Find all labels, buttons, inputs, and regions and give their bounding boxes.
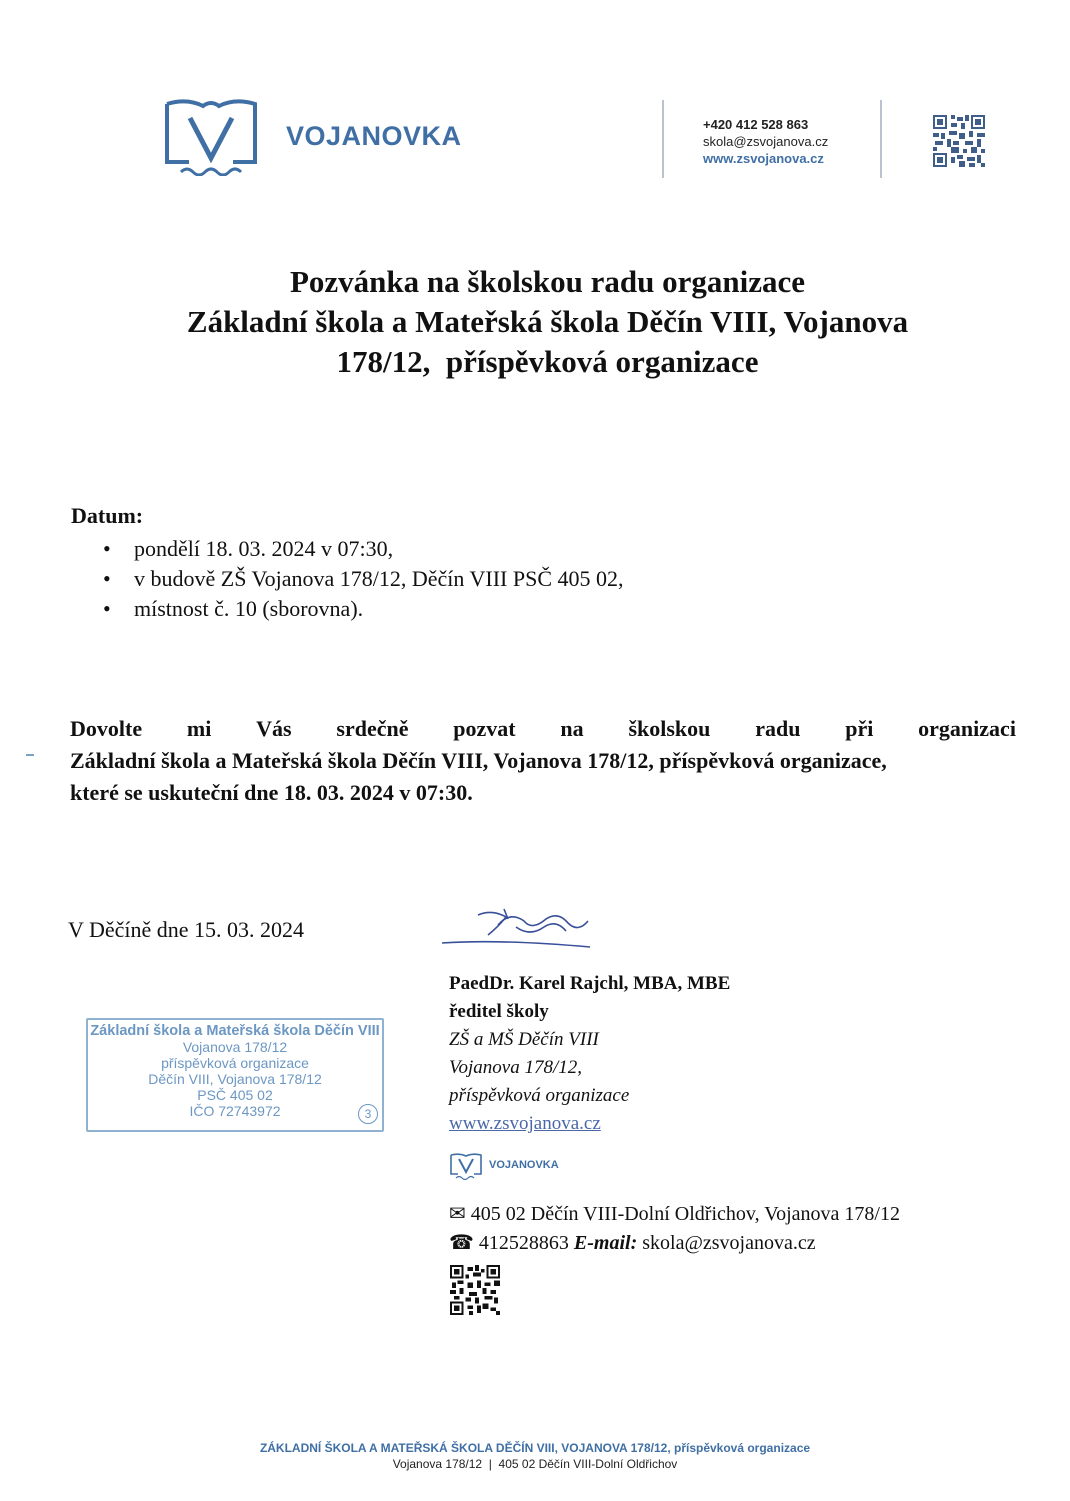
signature-icon: [440, 905, 600, 957]
email-text[interactable]: skola@zsvojanova.cz: [642, 1232, 816, 1254]
stamp-line-1: Základní škola a Mateřská škola Děčín VIII: [90, 1023, 380, 1039]
stamp-line-2: Vojanova 178/12: [182, 1039, 288, 1055]
envelope-icon: ✉: [449, 1203, 466, 1225]
datum-item: • pondělí 18. 03. 2024 v 07:30,: [103, 534, 624, 564]
stamp-line-4: Děčín VIII, Vojanova 178/12: [148, 1071, 322, 1087]
signatory-role: ředitel školy: [449, 1001, 549, 1022]
qr-code-small-icon: [450, 1265, 500, 1315]
title-line-2: Základní škola a Mateřská škola Děčín VIII, Vojanova: [186, 304, 909, 339]
paragraph-word: Dovolte: [70, 716, 143, 741]
signatory-org-2: Vojanova 178/12,: [449, 1057, 582, 1078]
paragraph-word: organizaci: [918, 716, 1016, 741]
place-date: V Děčíně dne 15. 03. 2024: [68, 917, 305, 942]
contact-address-block: [449, 1200, 900, 1258]
stamp-line-5: PSČ 405 02: [197, 1087, 273, 1103]
signatory-org-1: ZŠ a MŠ Děčín VIII: [449, 1029, 599, 1050]
paragraph-word: radu: [755, 716, 801, 741]
phone-text: 412528863: [478, 1232, 569, 1254]
paragraph-word: srdečně: [336, 716, 409, 741]
paragraph-line-3: které se uskuteční dne 18. 03. 2024 v 07:30.: [70, 780, 473, 805]
header-email: skola@zsvojanova.cz: [703, 134, 829, 149]
vojanovka-small-logo-icon: [449, 1152, 483, 1180]
paragraph-word: při: [845, 716, 874, 741]
paragraph-line-1: [70, 713, 1016, 745]
stamp-line-3: příspěvková organizace: [161, 1055, 309, 1071]
official-stamp: [86, 1018, 384, 1132]
phone-icon: ☎: [449, 1232, 474, 1254]
paragraph-word: mi: [186, 716, 212, 741]
header-contact: [703, 116, 828, 167]
datum-item: • místnost č. 10 (sborovna).: [103, 594, 624, 624]
small-brand-name: VOJANOVKA: [489, 1159, 559, 1171]
small-brand-logo: [449, 1152, 559, 1185]
title-line-1: Pozvánka na školskou radu organizace: [289, 264, 805, 299]
title-line-3: 178/12, příspěvková organizace: [336, 344, 759, 379]
phone-email-line: [449, 1229, 900, 1258]
signatory-web-link[interactable]: www.zsvojanova.cz: [449, 1113, 601, 1134]
paragraph-word: školskou: [628, 716, 711, 741]
signatory-block: [449, 970, 730, 1138]
margin-mark: [26, 754, 34, 756]
datum-item: • v budově ZŠ Vojanova 178/12, Děčín VIII PSČ 405 02,: [103, 564, 624, 594]
header-divider-left: [662, 100, 664, 178]
vojanovka-logo-icon: [163, 96, 259, 176]
qr-code-icon: [933, 115, 985, 167]
email-label: E-mail:: [573, 1232, 638, 1254]
stamp-line-6: IČO 72743972: [189, 1103, 281, 1119]
footer-organization: ZÁKLADNÍ ŠKOLA A MATEŘSKÁ ŠKOLA DĚČÍN VIII, VOJANOVA 178/12, příspěvková organizace: [259, 1441, 811, 1455]
footer-address: Vojanova 178/12 | 405 02 Děčín VIII-Dolní Oldřichov: [392, 1457, 678, 1471]
paragraph-word: na: [560, 716, 584, 741]
signatory-org-3: příspěvková organizace: [449, 1085, 630, 1106]
document-title: [60, 262, 1035, 382]
address-line: [449, 1200, 900, 1229]
brand-name: VOJANOVKA: [286, 121, 462, 151]
header-phone: +420 412 528 863: [703, 117, 809, 132]
stamp-number: 3: [358, 1104, 378, 1124]
signatory-name: PaedDr. Karel Rajchl, MBA, MBE: [449, 973, 731, 994]
datum-list: [103, 534, 624, 624]
paragraph-line-2: Základní škola a Mateřská škola Děčín VIII, Vojanova 178/12, příspěvková organizace,: [70, 748, 887, 773]
datum-label: Datum:: [71, 503, 144, 528]
address-text: 405 02 Děčín VIII-Dolní Oldřichov, Vojanova 178/12: [470, 1203, 900, 1225]
paragraph-word: Vás: [256, 716, 292, 741]
paragraph-word: pozvat: [453, 716, 516, 741]
invitation-paragraph: [70, 713, 1016, 809]
header-divider-right: [880, 100, 882, 178]
header-web: www.zsvojanova.cz: [703, 151, 824, 166]
